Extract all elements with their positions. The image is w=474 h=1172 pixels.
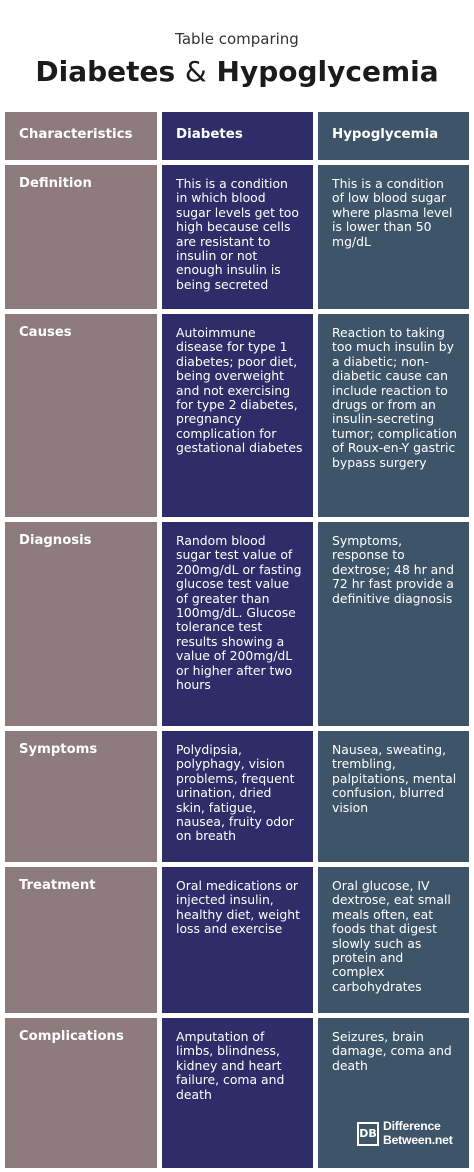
row-label-treatment: Treatment bbox=[5, 867, 157, 1013]
symptoms-hypoglycemia: Nausea, sweating, trembling, palpitations, mental confusion, blurred vision bbox=[318, 731, 469, 862]
title-ampersand: & bbox=[184, 55, 207, 88]
row-label-complications: Complications bbox=[5, 1018, 157, 1168]
treatment-hypoglycemia: Oral glucose, IV dextrose, eat small meals often, eat foods that digest slowly such as protein and complex carbohydrates bbox=[318, 867, 469, 1013]
page-title bbox=[0, 55, 474, 95]
title-hypoglycemia: Hypoglycemia bbox=[216, 55, 439, 88]
header-hypoglycemia: Hypoglycemia bbox=[318, 112, 469, 160]
diagnosis-hypoglycemia: Symptoms, response to dextrose; 48 hr and 72 hr fast provide a definitive diagnosis bbox=[318, 522, 469, 726]
treatment-diabetes: Oral medications or injected insulin, healthy diet, weight loss and exercise bbox=[162, 867, 313, 1013]
header-diabetes: Diabetes bbox=[162, 112, 313, 160]
row-label-diagnosis: Diagnosis bbox=[5, 522, 157, 726]
logo-line-1: Difference bbox=[383, 1119, 441, 1133]
diagnosis-diabetes: Random blood sugar test value of 200mg/dL or fasting glucose test value of greater than 100mg/dL. Glucose tolerance test results showing a value of 200mg/dL or higher after two hours bbox=[162, 522, 313, 726]
row-label-definition: Definition bbox=[5, 165, 157, 309]
definition-diabetes: This is a condition in which blood sugar levels get too high because cells are resistant to insulin or not enough insulin is being secreted bbox=[162, 165, 313, 309]
causes-hypoglycemia: Reaction to taking too much insulin by a diabetic; non-diabetic cause can include reaction to drugs or from an insulin-secreting tumor; complication of Roux-en-Y gastric bypass surgery bbox=[318, 314, 469, 517]
causes-diabetes: Autoimmune disease for type 1 diabetes; poor diet, being overweight and not exercising for type 2 diabetes, pregnancy complication for gestational diabetes bbox=[162, 314, 313, 517]
header-characteristics: Characteristics bbox=[5, 112, 157, 160]
title-diabetes: Diabetes bbox=[35, 55, 176, 88]
row-label-causes: Causes bbox=[5, 314, 157, 517]
page-subtitle: Table comparing bbox=[175, 30, 299, 48]
logo-mark: DB bbox=[357, 1122, 379, 1146]
row-label-symptoms: Symptoms bbox=[5, 731, 157, 862]
logo-text bbox=[383, 1120, 453, 1147]
complications-hypoglycemia: Seizures, brain damage, coma and death bbox=[318, 1018, 469, 1168]
definition-hypoglycemia: This is a condition of low blood sugar where plasma level is lower than 50 mg/dL bbox=[318, 165, 469, 309]
symptoms-diabetes: Polydipsia, polyphagy, vision problems, frequent urination, dried skin, fatigue, nausea, fruity odor on breath bbox=[162, 731, 313, 862]
complications-diabetes: Amputation of limbs, blindness, kidney and heart failure, coma and death bbox=[162, 1018, 313, 1168]
logo-line-2: Between.net bbox=[383, 1132, 453, 1147]
difference-between-logo bbox=[357, 1118, 461, 1152]
comparison-table bbox=[5, 112, 469, 1168]
